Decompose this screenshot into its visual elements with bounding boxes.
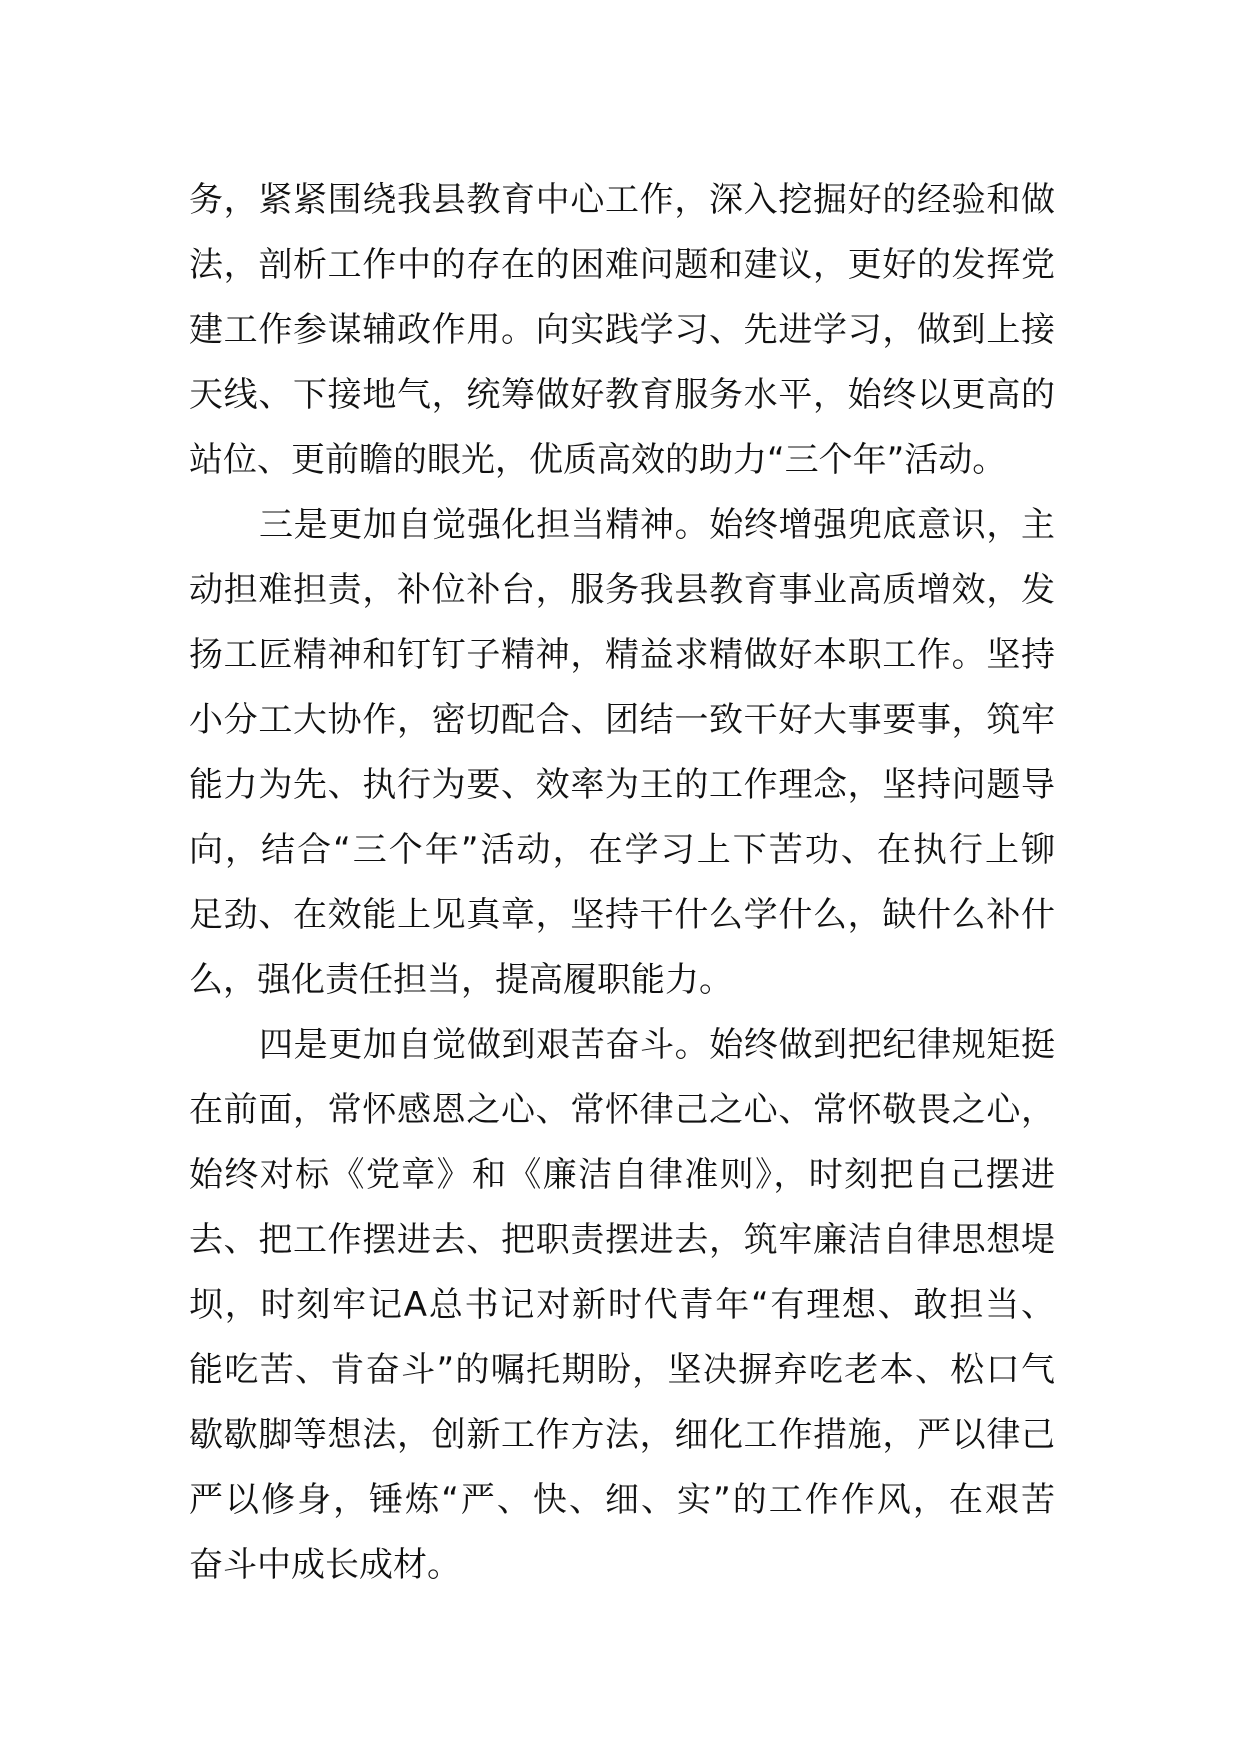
text-line: 能力为先、执行为要、效率为王的工作理念，坚持问题导 xyxy=(189,765,1055,805)
paragraph-start-line: 三是更加自觉强化担当精神。始终增强兜底意识，主 xyxy=(259,505,1055,545)
text-line: 去、把工作摆进去、把职责摆进去，筑牢廉洁自律思想堤 xyxy=(189,1220,1055,1260)
text-line: 坝，时刻牢记A总书记对新时代青年“有理想、敢担当、 xyxy=(189,1285,1055,1325)
text-line: 法，剖析工作中的存在的困难问题和建议，更好的发挥党 xyxy=(189,245,1055,285)
text-line: 动担难担责，补位补台，服务我县教育事业高质增效，发 xyxy=(189,570,1055,610)
body-text xyxy=(189,168,1055,1598)
text-line: 小分工大协作，密切配合、团结一致干好大事要事，筑牢 xyxy=(189,700,1055,740)
text-line: 天线、下接地气，统筹做好教育服务水平，始终以更高的 xyxy=(189,375,1055,415)
text-line: 建工作参谋辅政作用。向实践学习、先进学习，做到上接 xyxy=(189,310,1055,350)
text-line: 么，强化责任担当，提高履职能力。 xyxy=(189,960,733,1000)
text-line: 扬工匠精神和钉钉子精神，精益求精做好本职工作。坚持 xyxy=(189,635,1055,675)
text-line: 务，紧紧围绕我县教育中心工作，深入挖掘好的经验和做 xyxy=(189,180,1055,220)
text-line: 在前面，常怀感恩之心、常怀律己之心、常怀敬畏之心， xyxy=(189,1090,1055,1130)
text-line: 能吃苦、肯奋斗”的嘱托期盼，坚决摒弃吃老本、松口气 xyxy=(189,1350,1055,1390)
text-line: 向，结合“三个年”活动，在学习上下苦功、在执行上铆 xyxy=(189,830,1055,870)
text-line: 奋斗中成长成材。 xyxy=(189,1545,461,1585)
text-line: 严以修身，锤炼“严、快、细、实”的工作作风，在艰苦 xyxy=(189,1480,1055,1520)
text-line: 站位、更前瞻的眼光，优质高效的助力“三个年”活动。 xyxy=(189,440,1007,480)
text-line: 足劲、在效能上见真章，坚持干什么学什么，缺什么补什 xyxy=(189,895,1055,935)
paragraph-start-line: 四是更加自觉做到艰苦奋斗。始终做到把纪律规矩挺 xyxy=(259,1025,1055,1065)
text-line: 歇歇脚等想法，创新工作方法，细化工作措施，严以律己 xyxy=(189,1415,1055,1455)
text-line: 始终对标《党章》和《廉洁自律准则》，时刻把自己摆进 xyxy=(189,1155,1055,1195)
